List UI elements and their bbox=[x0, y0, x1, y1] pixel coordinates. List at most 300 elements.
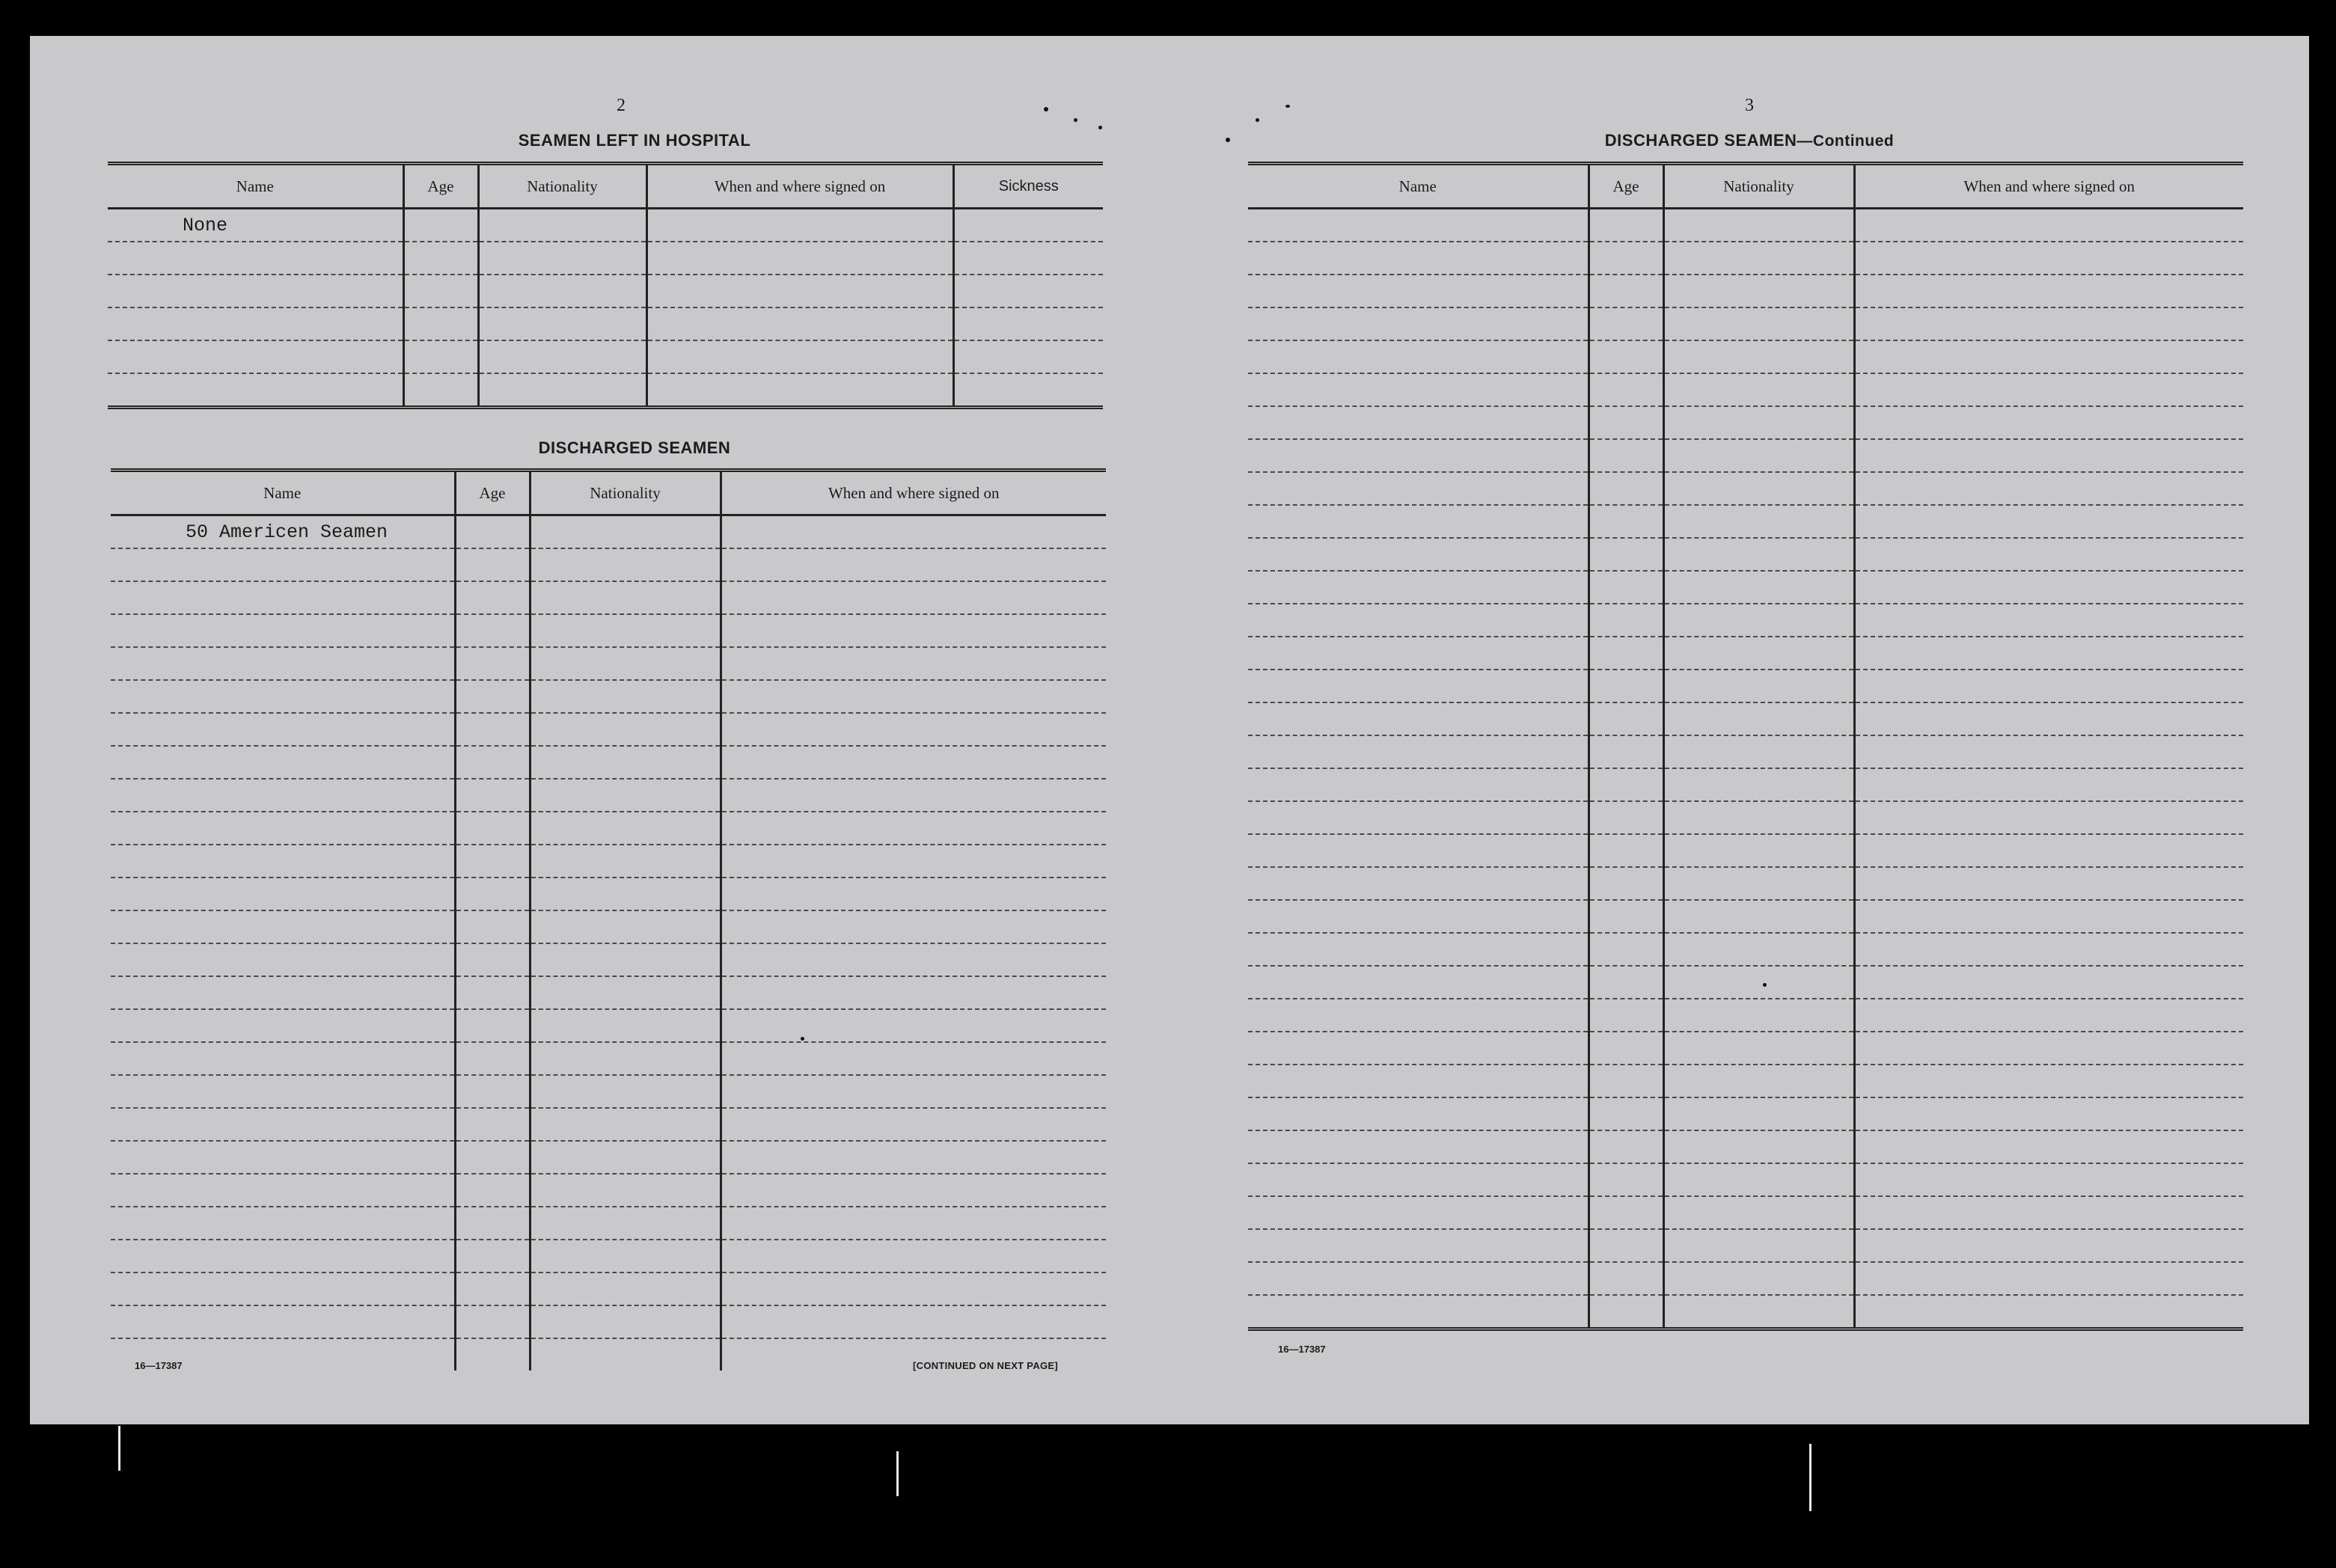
discharged-row-cell bbox=[455, 1141, 530, 1174]
discharged-row-cell bbox=[530, 1141, 721, 1174]
continued-row-cell bbox=[1589, 472, 1663, 505]
hospital-row-cell bbox=[953, 242, 1103, 275]
continued-row-cell bbox=[1248, 1032, 1589, 1065]
discharged-row-cell bbox=[721, 845, 1106, 878]
continued-row-cell bbox=[1663, 406, 1854, 439]
discharged-row bbox=[111, 976, 1106, 1009]
discharged-row-cell bbox=[111, 1273, 455, 1305]
discharged-row-cell bbox=[530, 515, 721, 549]
continued-row-cell bbox=[1854, 966, 2243, 999]
continued-row-cell bbox=[1663, 1295, 1854, 1329]
hospital-row bbox=[108, 373, 1103, 408]
continued-row-cell bbox=[1248, 604, 1589, 637]
discharged-row bbox=[111, 515, 1106, 549]
continued-row bbox=[1248, 406, 2243, 439]
discharged-continued-table-body bbox=[1248, 209, 2243, 1329]
hospital-row-cell bbox=[478, 242, 646, 275]
discharged-row-cell bbox=[111, 614, 455, 647]
scan-speck bbox=[1763, 983, 1767, 987]
discharged-row-cell bbox=[111, 910, 455, 943]
hospital-row-cell bbox=[403, 307, 478, 340]
continued-row-cell bbox=[1248, 505, 1589, 538]
discharged-row-cell bbox=[530, 779, 721, 812]
scan-speck bbox=[1256, 118, 1259, 122]
discharged-row-cell bbox=[530, 647, 721, 680]
continued-row bbox=[1248, 505, 2243, 538]
hospital-row-cell bbox=[646, 340, 953, 373]
continued-row-cell bbox=[1248, 406, 1589, 439]
continued-row-cell bbox=[1248, 966, 1589, 999]
continued-row bbox=[1248, 933, 2243, 966]
discharged-row-cell bbox=[530, 746, 721, 779]
discharged-row-cell bbox=[530, 1273, 721, 1305]
discharged-table-header bbox=[111, 471, 1106, 515]
continued-row-cell bbox=[1248, 209, 1589, 242]
discharged-row bbox=[111, 845, 1106, 878]
discharged-continued-table bbox=[1248, 162, 2243, 1331]
discharged-row-cell bbox=[530, 1207, 721, 1240]
continued-row bbox=[1248, 1130, 2243, 1163]
continued-row-cell bbox=[1589, 505, 1663, 538]
hospital-row-cell bbox=[646, 209, 953, 242]
continued-row-cell bbox=[1854, 801, 2243, 834]
continued-row-cell bbox=[1854, 1163, 2243, 1196]
discharged-continued-table-header bbox=[1248, 164, 2243, 209]
discharged-row-cell bbox=[455, 1207, 530, 1240]
discharged-row-cell bbox=[721, 548, 1106, 581]
hospital-row-cell bbox=[403, 242, 478, 275]
continued-row-cell bbox=[1589, 406, 1663, 439]
hospital-section-title: SEAMEN LEFT IN HOSPITAL bbox=[518, 131, 751, 150]
continued-row-cell bbox=[1248, 1295, 1589, 1329]
continued-row-cell bbox=[1248, 735, 1589, 768]
continued-row-cell bbox=[1248, 999, 1589, 1032]
discharged-row-cell bbox=[530, 581, 721, 614]
continued-row-cell bbox=[1663, 1196, 1854, 1229]
hospital-row-cell: None bbox=[108, 209, 403, 242]
continued-row-cell bbox=[1248, 373, 1589, 406]
continued-row bbox=[1248, 834, 2243, 867]
discharged-row bbox=[111, 1305, 1106, 1338]
discharged-row-cell bbox=[530, 1075, 721, 1108]
discharged-row-cell bbox=[721, 878, 1106, 910]
scan-speck bbox=[1044, 107, 1048, 111]
continued-row-cell bbox=[1854, 1065, 2243, 1097]
discharged-row-cell: 50 Americen Seamen bbox=[111, 515, 455, 549]
discharged-row-cell bbox=[530, 943, 721, 976]
continued-row-cell bbox=[1589, 275, 1663, 307]
continued-row-cell bbox=[1854, 538, 2243, 571]
continued-row-cell bbox=[1589, 1229, 1663, 1262]
continued-row bbox=[1248, 900, 2243, 933]
discharged-row-cell bbox=[111, 1207, 455, 1240]
discharged-table-body bbox=[111, 515, 1106, 1371]
discharged-row bbox=[111, 647, 1106, 680]
continued-row-cell bbox=[1589, 670, 1663, 702]
discharged-row-cell bbox=[111, 812, 455, 845]
discharged-continued-title-main: DISCHARGED SEAMEN bbox=[1604, 131, 1797, 150]
discharged-row-cell bbox=[530, 976, 721, 1009]
hospital-col-signed-on: When and where signed on bbox=[646, 164, 953, 209]
continued-row-cell bbox=[1248, 1196, 1589, 1229]
discharged-row-cell bbox=[455, 812, 530, 845]
discharged-row-cell bbox=[721, 1273, 1106, 1305]
discharged-row-cell bbox=[721, 1240, 1106, 1273]
hospital-row-cell bbox=[108, 340, 403, 373]
discharged-row-cell bbox=[530, 1305, 721, 1338]
continued-row-cell bbox=[1663, 373, 1854, 406]
continued-row-cell bbox=[1663, 735, 1854, 768]
discharged-row bbox=[111, 1174, 1106, 1207]
continued-row bbox=[1248, 373, 2243, 406]
continued-row-cell bbox=[1663, 801, 1854, 834]
continued-row-cell bbox=[1248, 768, 1589, 801]
discharged-row bbox=[111, 1207, 1106, 1240]
continued-note: [CONTINUED ON NEXT PAGE] bbox=[913, 1360, 1059, 1371]
hospital-row-cell bbox=[108, 275, 403, 307]
discharged-row-cell bbox=[455, 1338, 530, 1371]
film-edge-mark bbox=[118, 1426, 120, 1471]
continued-row-cell bbox=[1663, 1163, 1854, 1196]
hospital-row-cell bbox=[403, 340, 478, 373]
discharged-row-cell bbox=[111, 1141, 455, 1174]
discharged-row-cell bbox=[530, 878, 721, 910]
continued-row-cell bbox=[1854, 1295, 2243, 1329]
discharged-row-cell bbox=[530, 680, 721, 713]
hospital-table-body bbox=[108, 209, 1103, 408]
continued-row-cell bbox=[1248, 275, 1589, 307]
discharged-row-cell bbox=[455, 1042, 530, 1075]
continued-row-cell bbox=[1663, 1032, 1854, 1065]
discharged-row-cell bbox=[721, 1075, 1106, 1108]
continued-row bbox=[1248, 340, 2243, 373]
discharged-row-cell bbox=[721, 1108, 1106, 1141]
discharged-row bbox=[111, 1240, 1106, 1273]
discharged-row-cell bbox=[721, 746, 1106, 779]
continued-row-cell bbox=[1663, 900, 1854, 933]
hospital-table bbox=[108, 162, 1103, 409]
discharged-row-cell bbox=[530, 1338, 721, 1371]
hospital-row-cell bbox=[646, 373, 953, 408]
discharged-row-cell bbox=[455, 548, 530, 581]
hospital-row bbox=[108, 307, 1103, 340]
continued-row bbox=[1248, 571, 2243, 604]
hospital-row-cell bbox=[953, 307, 1103, 340]
continued-row-cell bbox=[1589, 867, 1663, 900]
hospital-row-cell bbox=[403, 209, 478, 242]
continued-row-cell bbox=[1663, 768, 1854, 801]
continued-row-cell bbox=[1663, 209, 1854, 242]
continued-row-cell bbox=[1854, 1229, 2243, 1262]
continued-row bbox=[1248, 702, 2243, 735]
discharged-row-cell bbox=[111, 647, 455, 680]
discharged-row bbox=[111, 614, 1106, 647]
continued-row-cell bbox=[1589, 768, 1663, 801]
continued-row-cell bbox=[1248, 307, 1589, 340]
discharged-row-cell bbox=[721, 1174, 1106, 1207]
continued-row-cell bbox=[1663, 571, 1854, 604]
discharged-row-cell bbox=[721, 943, 1106, 976]
continued-row bbox=[1248, 1229, 2243, 1262]
continued-row-cell bbox=[1248, 867, 1589, 900]
discharged-row-cell bbox=[111, 779, 455, 812]
continued-row-cell bbox=[1589, 439, 1663, 472]
continued-row-cell bbox=[1248, 1065, 1589, 1097]
discharged-row-cell bbox=[111, 1108, 455, 1141]
discharged-row-cell bbox=[721, 1009, 1106, 1042]
continued-row-cell bbox=[1854, 1262, 2243, 1295]
discharged-col-name: Name bbox=[111, 471, 455, 515]
continued-row-cell bbox=[1248, 538, 1589, 571]
continued-row-cell bbox=[1248, 933, 1589, 966]
discharged-continued-title bbox=[1562, 131, 1936, 150]
discharged-row-cell bbox=[455, 1108, 530, 1141]
continued-row-cell bbox=[1854, 735, 2243, 768]
discharged-row-cell bbox=[455, 680, 530, 713]
continued-col-name: Name bbox=[1248, 164, 1589, 209]
continued-row-cell bbox=[1663, 1262, 1854, 1295]
continued-row-cell bbox=[1854, 472, 2243, 505]
continued-row-cell bbox=[1248, 702, 1589, 735]
discharged-row-cell bbox=[111, 943, 455, 976]
continued-row-cell bbox=[1663, 1229, 1854, 1262]
continued-row-cell bbox=[1589, 1295, 1663, 1329]
continued-row bbox=[1248, 637, 2243, 670]
continued-row-cell bbox=[1589, 1262, 1663, 1295]
continued-row-cell bbox=[1854, 1196, 2243, 1229]
continued-row-cell bbox=[1589, 604, 1663, 637]
continued-row-cell bbox=[1663, 472, 1854, 505]
discharged-row-cell bbox=[721, 779, 1106, 812]
hospital-row-cell bbox=[953, 275, 1103, 307]
continued-row-cell bbox=[1854, 209, 2243, 242]
continued-row bbox=[1248, 209, 2243, 242]
continued-row-cell bbox=[1589, 1130, 1663, 1163]
continued-row-cell bbox=[1663, 505, 1854, 538]
continued-row-cell bbox=[1248, 571, 1589, 604]
continued-row-cell bbox=[1663, 966, 1854, 999]
hospital-col-age: Age bbox=[403, 164, 478, 209]
discharged-row-cell bbox=[111, 1042, 455, 1075]
discharged-row-cell bbox=[721, 680, 1106, 713]
discharged-row-cell bbox=[455, 746, 530, 779]
continued-row-cell bbox=[1589, 1097, 1663, 1130]
discharged-row-cell bbox=[721, 910, 1106, 943]
continued-row bbox=[1248, 538, 2243, 571]
discharged-col-nationality: Nationality bbox=[530, 471, 721, 515]
hospital-table-header bbox=[108, 164, 1103, 209]
hospital-row-cell bbox=[478, 307, 646, 340]
hospital-row bbox=[108, 340, 1103, 373]
discharged-row-cell bbox=[530, 1009, 721, 1042]
continued-row-cell bbox=[1663, 933, 1854, 966]
continued-col-nationality: Nationality bbox=[1663, 164, 1854, 209]
right-page-number: 3 bbox=[1745, 96, 1754, 115]
continued-row-cell bbox=[1589, 538, 1663, 571]
discharged-row-cell bbox=[455, 515, 530, 549]
continued-col-age: Age bbox=[1589, 164, 1663, 209]
discharged-row-cell bbox=[111, 746, 455, 779]
continued-row-cell bbox=[1589, 834, 1663, 867]
continued-row bbox=[1248, 307, 2243, 340]
discharged-row-cell bbox=[111, 680, 455, 713]
continued-row bbox=[1248, 472, 2243, 505]
discharged-row bbox=[111, 713, 1106, 746]
discharged-row-cell bbox=[111, 1305, 455, 1338]
continued-row bbox=[1248, 801, 2243, 834]
discharged-row-cell bbox=[111, 1009, 455, 1042]
discharged-continued-title-suffix: —Continued bbox=[1797, 132, 1895, 150]
continued-row-cell bbox=[1663, 439, 1854, 472]
continued-row bbox=[1248, 999, 2243, 1032]
discharged-row-cell bbox=[530, 1240, 721, 1273]
discharged-section-title: DISCHARGED SEAMEN bbox=[538, 438, 731, 457]
continued-row bbox=[1248, 1295, 2243, 1329]
scan-speck bbox=[1285, 105, 1290, 108]
discharged-row-cell bbox=[455, 976, 530, 1009]
discharged-table bbox=[111, 468, 1106, 1371]
left-form-number: 16—17387 bbox=[135, 1360, 183, 1371]
hospital-row-cell bbox=[108, 307, 403, 340]
discharged-row bbox=[111, 779, 1106, 812]
continued-row-cell bbox=[1248, 1262, 1589, 1295]
continued-row-cell bbox=[1589, 801, 1663, 834]
continued-row-cell bbox=[1248, 670, 1589, 702]
scan-speck bbox=[1098, 126, 1102, 129]
continued-row-cell bbox=[1589, 373, 1663, 406]
continued-row bbox=[1248, 768, 2243, 801]
continued-row-cell bbox=[1854, 900, 2243, 933]
continued-row-cell bbox=[1854, 670, 2243, 702]
continued-row-cell bbox=[1248, 801, 1589, 834]
hospital-row-cell bbox=[403, 373, 478, 408]
discharged-row-cell bbox=[111, 1174, 455, 1207]
hospital-row-cell bbox=[646, 307, 953, 340]
continued-row bbox=[1248, 966, 2243, 999]
continued-row-cell bbox=[1248, 834, 1589, 867]
continued-row-cell bbox=[1854, 867, 2243, 900]
continued-row-cell bbox=[1854, 933, 2243, 966]
hospital-row-cell bbox=[478, 209, 646, 242]
discharged-row-cell bbox=[721, 614, 1106, 647]
discharged-row-cell bbox=[721, 812, 1106, 845]
continued-row-cell bbox=[1854, 340, 2243, 373]
continued-row-cell bbox=[1854, 275, 2243, 307]
discharged-row-cell bbox=[530, 614, 721, 647]
discharged-row-cell bbox=[455, 1009, 530, 1042]
continued-row-cell bbox=[1663, 604, 1854, 637]
continued-row-cell bbox=[1663, 637, 1854, 670]
continued-row-cell bbox=[1854, 1097, 2243, 1130]
discharged-row bbox=[111, 548, 1106, 581]
continued-col-signed-on: When and where signed on bbox=[1854, 164, 2243, 209]
continued-row bbox=[1248, 1065, 2243, 1097]
right-form-number: 16—17387 bbox=[1278, 1344, 1326, 1355]
discharged-row-cell bbox=[455, 779, 530, 812]
hospital-col-sickness: Sickness bbox=[953, 164, 1103, 209]
continued-row-cell bbox=[1663, 702, 1854, 735]
discharged-row-cell bbox=[455, 1305, 530, 1338]
continued-row-cell bbox=[1589, 999, 1663, 1032]
discharged-row bbox=[111, 581, 1106, 614]
continued-row-cell bbox=[1854, 834, 2243, 867]
continued-row-cell bbox=[1589, 307, 1663, 340]
film-edge-mark bbox=[1809, 1444, 1811, 1511]
hospital-row-cell bbox=[646, 275, 953, 307]
continued-row-cell bbox=[1589, 933, 1663, 966]
hospital-col-name: Name bbox=[108, 164, 403, 209]
continued-row-cell bbox=[1589, 966, 1663, 999]
discharged-row-cell bbox=[455, 878, 530, 910]
discharged-row-cell bbox=[530, 812, 721, 845]
discharged-row bbox=[111, 1108, 1106, 1141]
hospital-row bbox=[108, 275, 1103, 307]
discharged-row-cell bbox=[111, 1240, 455, 1273]
continued-row-cell bbox=[1854, 242, 2243, 275]
discharged-row-cell bbox=[455, 943, 530, 976]
continued-row bbox=[1248, 670, 2243, 702]
discharged-row-cell bbox=[455, 845, 530, 878]
discharged-col-signed-on: When and where signed on bbox=[721, 471, 1106, 515]
continued-row-cell bbox=[1854, 637, 2243, 670]
continued-row-cell bbox=[1589, 1163, 1663, 1196]
continued-row-cell bbox=[1589, 1032, 1663, 1065]
continued-row-cell bbox=[1663, 999, 1854, 1032]
discharged-row-cell bbox=[530, 845, 721, 878]
scan-speck bbox=[1074, 118, 1077, 122]
discharged-row-cell bbox=[721, 1207, 1106, 1240]
continued-row bbox=[1248, 1097, 2243, 1130]
continued-row-cell bbox=[1663, 670, 1854, 702]
continued-row-cell bbox=[1248, 472, 1589, 505]
discharged-row bbox=[111, 1075, 1106, 1108]
hospital-row-cell bbox=[953, 373, 1103, 408]
discharged-row bbox=[111, 746, 1106, 779]
scan-speck bbox=[801, 1037, 804, 1041]
continued-row-cell bbox=[1854, 373, 2243, 406]
continued-row-cell bbox=[1589, 702, 1663, 735]
continued-row-cell bbox=[1248, 242, 1589, 275]
continued-row bbox=[1248, 242, 2243, 275]
discharged-row-cell bbox=[111, 581, 455, 614]
discharged-row bbox=[111, 1009, 1106, 1042]
scan-speck bbox=[1226, 138, 1230, 142]
discharged-row-cell bbox=[111, 548, 455, 581]
discharged-row-cell bbox=[455, 910, 530, 943]
continued-row-cell bbox=[1663, 1097, 1854, 1130]
continued-row-cell bbox=[1589, 1196, 1663, 1229]
discharged-row-cell bbox=[530, 1174, 721, 1207]
discharged-row bbox=[111, 680, 1106, 713]
discharged-row-cell bbox=[111, 976, 455, 1009]
left-page-number: 2 bbox=[617, 96, 626, 115]
discharged-row-cell bbox=[455, 1273, 530, 1305]
discharged-row-cell bbox=[530, 1042, 721, 1075]
hospital-row-cell bbox=[403, 275, 478, 307]
discharged-row-cell bbox=[455, 1174, 530, 1207]
continued-row bbox=[1248, 275, 2243, 307]
continued-row-cell bbox=[1589, 1065, 1663, 1097]
discharged-row-cell bbox=[455, 713, 530, 746]
discharged-row-cell bbox=[721, 976, 1106, 1009]
discharged-row-cell bbox=[530, 1108, 721, 1141]
hospital-row bbox=[108, 209, 1103, 242]
document-sheet bbox=[30, 36, 2309, 1424]
discharged-row bbox=[111, 878, 1106, 910]
continued-row-cell bbox=[1663, 1130, 1854, 1163]
continued-row-cell bbox=[1248, 1097, 1589, 1130]
continued-row-cell bbox=[1663, 242, 1854, 275]
